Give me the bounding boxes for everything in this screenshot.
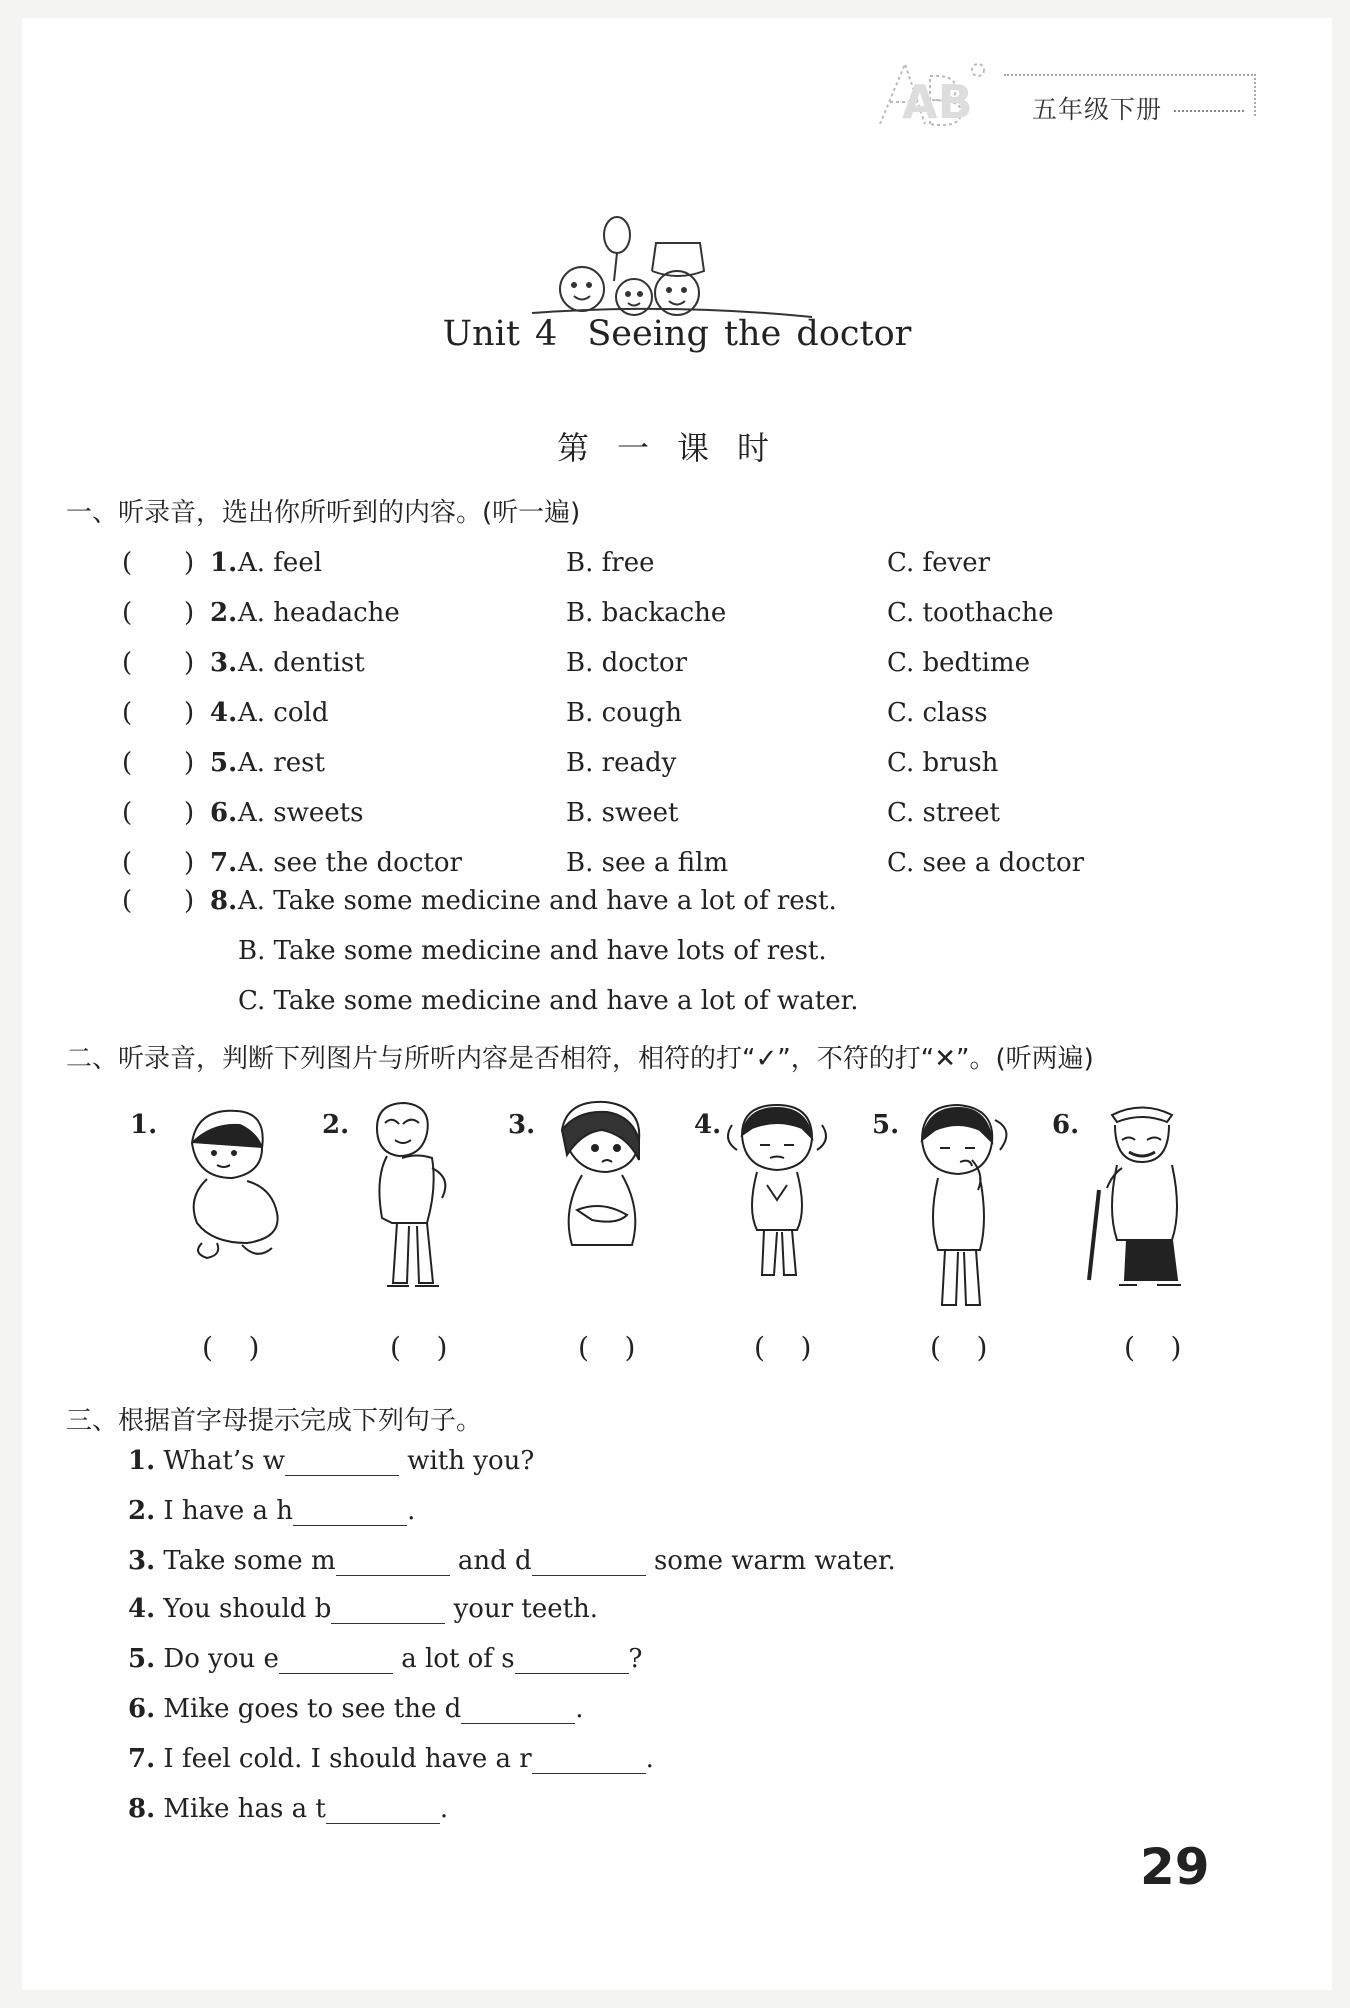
sentence-number: 4.: [128, 1594, 156, 1624]
picture-number: 3.: [508, 1110, 536, 1140]
fill-sentence-5: [128, 1644, 643, 1674]
sentence-text: I feel cold. I should have a r: [163, 1744, 532, 1774]
sentence-number: 5.: [128, 1644, 156, 1674]
logo-text: AB: [902, 75, 973, 129]
picture-answer-4[interactable]: ( ): [754, 1331, 812, 1364]
girl-cold-picture: [722, 1100, 832, 1294]
sentence-text: and d: [457, 1546, 532, 1576]
children-illustration: [522, 193, 822, 323]
answer-blank[interactable]: [326, 1795, 440, 1824]
paren-close: ): [184, 748, 195, 778]
option-a: A. cold: [238, 698, 329, 728]
fill-sentence-6: [128, 1694, 584, 1724]
answer-paren[interactable]: (: [122, 848, 133, 878]
header-dots: [1174, 110, 1244, 112]
option-c: C. bedtime: [887, 648, 1030, 678]
paren-close: ): [184, 698, 195, 728]
option-a: A. headache: [238, 598, 400, 628]
answer-blank[interactable]: [285, 1447, 399, 1476]
unit-title: [22, 314, 1332, 354]
ab-logo: [870, 54, 1010, 144]
answer-blank[interactable]: [532, 1745, 646, 1774]
question-number: 6.: [210, 798, 238, 828]
answer-paren[interactable]: (: [122, 548, 133, 578]
unit-name: Seeing the doctor: [587, 314, 912, 354]
picture-answer-1[interactable]: ( ): [202, 1331, 260, 1364]
grade-label: 五年级下册: [1032, 95, 1163, 124]
option-a: A. feel: [238, 548, 323, 578]
answer-paren[interactable]: (: [122, 648, 133, 678]
question-row-3: [122, 648, 1222, 688]
answer-blank[interactable]: [331, 1595, 445, 1624]
question-row-7: [122, 848, 1222, 888]
question-number: 7.: [210, 848, 238, 878]
option-b: B. free: [566, 548, 655, 578]
answer-blank[interactable]: [532, 1547, 646, 1576]
question-number: 4.: [210, 698, 238, 728]
picture-number: 6.: [1052, 1110, 1080, 1140]
question-number: 3.: [210, 648, 238, 678]
fill-sentence-3: [128, 1546, 896, 1576]
option-b: B. sweet: [566, 798, 679, 828]
option-b: B. backache: [566, 598, 727, 628]
option-a: A. see the doctor: [238, 848, 462, 878]
answer-paren[interactable]: (: [122, 698, 133, 728]
option-c: C. toothache: [887, 598, 1054, 628]
sentence-text: .: [407, 1496, 416, 1526]
paren-close: ): [184, 886, 195, 916]
answer-paren[interactable]: (: [122, 748, 133, 778]
picture-answer-2[interactable]: ( ): [390, 1331, 448, 1364]
option-b: B. see a film: [566, 848, 729, 878]
answer-blank[interactable]: [293, 1497, 407, 1526]
section1-heading: 一、听录音，选出你所听到的内容。(听一遍): [66, 498, 581, 528]
sentence-text: .: [645, 1744, 654, 1774]
sentence-number: 6.: [128, 1694, 156, 1724]
option-c: C. brush: [887, 748, 999, 778]
unit-number: Unit 4: [442, 314, 558, 354]
option-a: A. sweets: [238, 798, 364, 828]
option-a: A. rest: [238, 748, 325, 778]
sentence-text: Mike has a t: [163, 1794, 326, 1824]
paren-close: ): [184, 548, 195, 578]
option-b: B. ready: [566, 748, 677, 778]
question-number: 1.: [210, 548, 238, 578]
paren-close: ): [184, 798, 195, 828]
question-row-6: [122, 798, 1222, 838]
question-row-5: [122, 748, 1222, 788]
sentence-number: 8.: [128, 1794, 156, 1824]
grandpa-cough-picture: [1077, 1100, 1207, 1304]
question-row-2: [122, 598, 1222, 638]
sentence-number: 1.: [128, 1446, 156, 1476]
sentence-text: your teeth.: [453, 1594, 599, 1624]
section3-heading: 三、根据首字母提示完成下列句子。: [66, 1406, 483, 1436]
lesson-label: 第一课时: [556, 429, 797, 467]
answer-blank[interactable]: [515, 1645, 629, 1674]
girl-toothache-picture: [900, 1100, 1020, 1324]
question-number: 2.: [210, 598, 238, 628]
option-b: B. cough: [566, 698, 682, 728]
answer-paren[interactable]: (: [122, 886, 133, 916]
fill-sentence-1: [128, 1446, 534, 1476]
option-c: C. street: [887, 798, 1000, 828]
sentence-text: ?: [628, 1644, 643, 1674]
grandpa-backache-picture: [347, 1098, 477, 1302]
sentence-number: 2.: [128, 1496, 156, 1526]
option-a: A. dentist: [238, 648, 365, 678]
picture-answer-3[interactable]: ( ): [578, 1331, 636, 1364]
option-a: A. Take some medicine and have a lot of rest.: [238, 886, 837, 916]
sentence-text: .: [575, 1694, 584, 1724]
option-c: C. fever: [887, 548, 991, 578]
sentence-text: You should b: [163, 1594, 332, 1624]
sentence-text: a lot of s: [401, 1644, 515, 1674]
sentence-text: .: [439, 1794, 449, 1824]
fill-sentence-8: [128, 1794, 448, 1824]
option-c: C. class: [887, 698, 988, 728]
picture-number: 2.: [322, 1110, 350, 1140]
girl-stomachache-picture: [547, 1100, 657, 1264]
answer-paren[interactable]: (: [122, 598, 133, 628]
fill-sentence-2: [128, 1496, 415, 1526]
sentence-text: What’s w: [163, 1446, 285, 1476]
sentence-text: Do you e: [163, 1644, 279, 1674]
section2-heading: 二、听录音，判断下列图片与所听内容是否相符，相符的打“✓”，不符的打“✕”。(听两遍): [66, 1044, 1094, 1074]
option-c: C. see a doctor: [887, 848, 1085, 878]
picture-number: 1.: [130, 1110, 158, 1140]
question-number: 5.: [210, 748, 238, 778]
option-b: B. Take some medicine and have lots of rest.: [238, 936, 827, 966]
paren-close: ): [184, 848, 195, 878]
answer-paren[interactable]: (: [122, 798, 133, 828]
sentence-text: Take some m: [163, 1546, 336, 1576]
baby-picture: [162, 1103, 302, 1277]
picture-answer-5[interactable]: ( ): [930, 1331, 988, 1364]
picture-number: 4.: [694, 1110, 722, 1140]
answer-blank[interactable]: [279, 1645, 393, 1674]
paren-close: ): [184, 648, 195, 678]
sentence-number: 7.: [128, 1744, 156, 1774]
question-row-4: [122, 698, 1222, 738]
picture-number: 5.: [872, 1110, 900, 1140]
sentence-number: 3.: [128, 1546, 156, 1576]
option-c: C. Take some medicine and have a lot of water.: [238, 986, 859, 1016]
worksheet-page: [22, 18, 1332, 1990]
sentence-text: I have a h: [163, 1496, 294, 1526]
answer-blank[interactable]: [336, 1547, 450, 1576]
answer-blank[interactable]: [461, 1695, 575, 1724]
picture-answer-6[interactable]: ( ): [1124, 1331, 1182, 1364]
paren-close: ): [184, 598, 195, 628]
sentence-text: with you?: [407, 1446, 535, 1476]
question-row-8: [122, 886, 1222, 926]
question-row-1: [122, 548, 1222, 588]
page-number: 29: [1140, 1838, 1210, 1896]
sentence-text: Mike goes to see the d: [163, 1694, 462, 1724]
fill-sentence-7: [128, 1744, 654, 1774]
fill-sentence-4: [128, 1594, 598, 1624]
question-number: 8.: [210, 886, 238, 916]
option-b: B. doctor: [566, 648, 688, 678]
sentence-text: some warm water.: [653, 1546, 896, 1576]
